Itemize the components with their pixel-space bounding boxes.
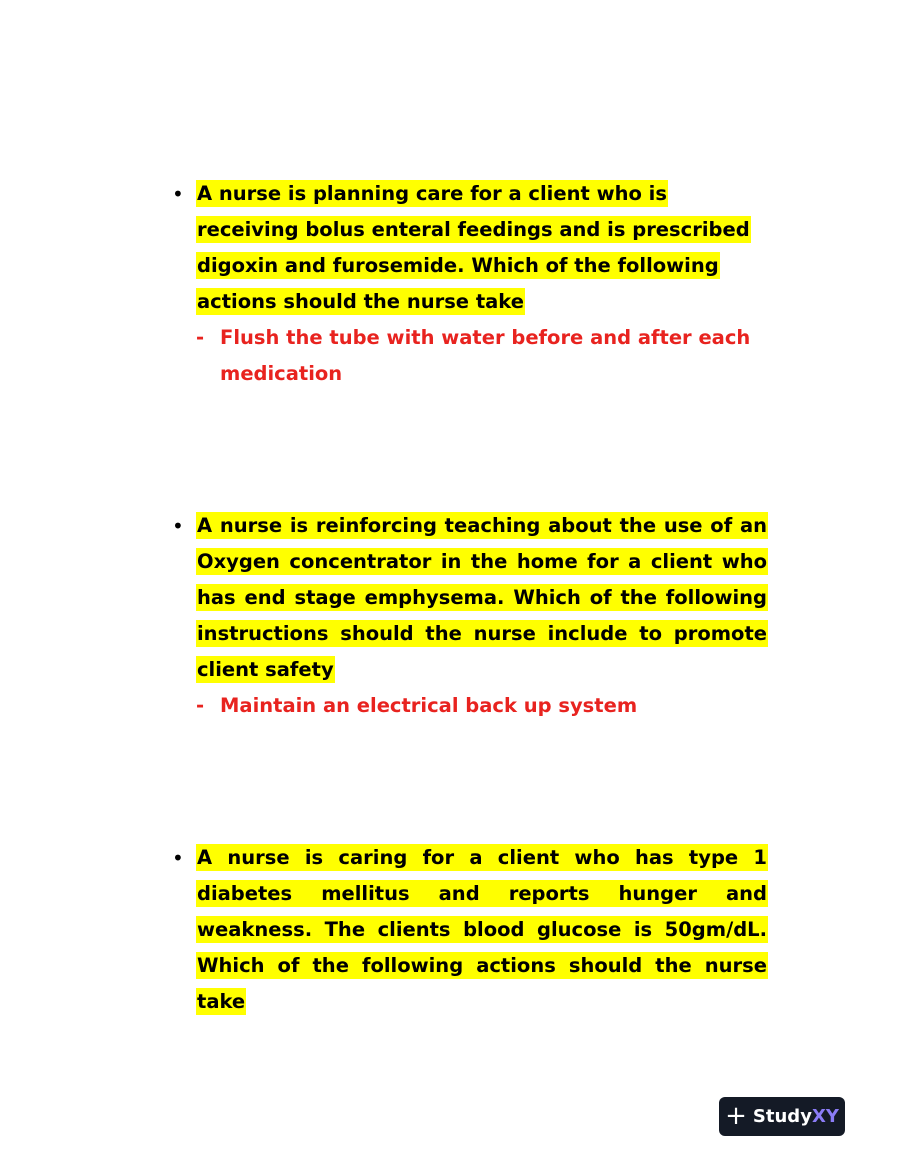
answer-2-text: Maintain an electrical back up system [220, 694, 638, 717]
answer-1-text: Flush the tube with water before and after each medication [220, 326, 751, 385]
question-2-text-block [196, 508, 768, 688]
question-3 [172, 840, 768, 1020]
question-2-text: A nurse is reinforcing teaching about the use of an Oxygen concentrator in the home for a client who has end stage emphysema. Which of the following instructions should the nurse include to promote client safety [197, 514, 767, 681]
question-1-text: A nurse is planning care for a client who is receiving bolus enteral feedings and is prescribed digoxin and furosemide. Which of the following actions should the nurse take [197, 182, 750, 313]
question-3-text: A nurse is caring for a client who has type 1 diabetes mellitus and reports hunger and weakness. The clients blood glucose is 50gm/dL. Which of the following actions should the nurse take [197, 846, 767, 1013]
answer-2 [172, 688, 768, 724]
brand-name-xy: XY [811, 1106, 839, 1127]
dash-icon: - [196, 326, 205, 349]
bullet-icon: • [172, 182, 184, 206]
brand-name-study: Study [752, 1106, 812, 1127]
answer-1 [172, 320, 752, 392]
question-2-line [172, 508, 768, 688]
bullet-icon: • [172, 846, 184, 870]
question-1-line [172, 176, 752, 320]
plus-icon: + [725, 1100, 747, 1131]
bullet-icon: • [172, 514, 184, 538]
question-3-text-block [196, 840, 768, 1020]
question-1-text-block [196, 176, 752, 320]
studyxy-logo[interactable] [719, 1097, 845, 1136]
question-3-line [172, 840, 768, 1020]
question-2 [172, 508, 768, 724]
dash-icon: - [196, 694, 205, 717]
question-1 [172, 176, 752, 392]
